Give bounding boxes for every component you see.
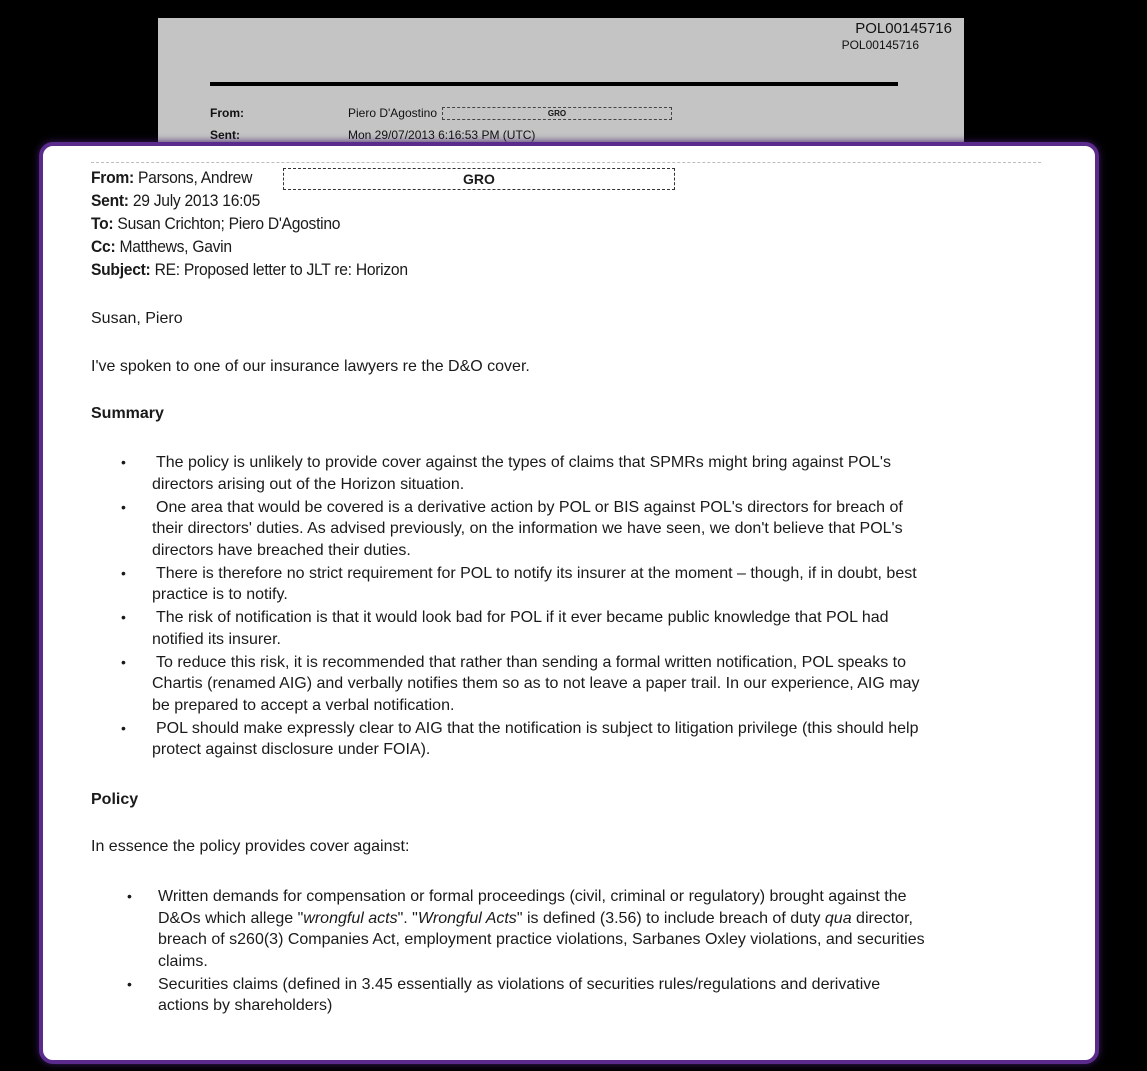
to-line bbox=[91, 214, 340, 234]
bullet-dot: • bbox=[121, 564, 126, 581]
bullet-dot: • bbox=[121, 653, 126, 670]
from-label: From: bbox=[91, 168, 134, 187]
bg-redaction-box: GRO bbox=[442, 107, 672, 120]
italic-term: wrongful acts bbox=[303, 909, 398, 927]
summary-bullet-line: The policy is unlikely to provide cover against the types of claims that SPMRs might bring against POL's bbox=[156, 454, 891, 471]
policy-bullet-list bbox=[43, 886, 925, 1018]
summary-bullet-line: The risk of notification is that it would look bad for POL if it ever became public knowledge that POL had bbox=[156, 609, 889, 626]
bullet-dot: • bbox=[121, 719, 126, 736]
cc-line bbox=[91, 237, 232, 257]
bullet-dot: • bbox=[127, 888, 132, 904]
summary-bullet-line: Chartis (renamed AIG) and verbally notifies them so as to not leave a paper trail. In our experience, AIG may bbox=[152, 675, 920, 692]
bg-sent-label: Sent: bbox=[210, 128, 240, 142]
sent-label: Sent: bbox=[91, 191, 129, 210]
sent-value: 29 July 2013 16:05 bbox=[132, 191, 261, 210]
subject-line bbox=[91, 260, 408, 280]
subject-label: Subject: bbox=[91, 260, 151, 279]
from-value: Parsons, Andrew bbox=[138, 168, 253, 187]
list-item bbox=[43, 718, 919, 761]
summary-bullet-line: POL should make expressly clear to AIG that the notification is subject to litigation privilege (this should help bbox=[156, 719, 919, 737]
summary-bullet-list bbox=[43, 452, 920, 762]
policy-bullet-1-line-1: Written demands for compensation or formal proceedings (civil, criminal or regulatory) brought against the bbox=[158, 888, 907, 905]
cc-label: Cc: bbox=[91, 237, 116, 256]
italic-term: qua bbox=[824, 909, 852, 927]
summary-bullet-line: One area that would be covered is a derivative action by POL or BIS against POL's directors for breach of bbox=[156, 498, 903, 516]
text-segment: D&Os which allege " bbox=[158, 909, 304, 927]
to-value: Susan Crichton; Piero D'Agostino bbox=[117, 214, 341, 233]
bullet-dot: • bbox=[121, 609, 126, 625]
subject-value: RE: Proposed letter to JLT re: Horizon bbox=[154, 260, 408, 279]
summary-bullet-line: directors arising out of the Horizon situation. bbox=[152, 475, 465, 493]
doc-id-large: POL00145716 bbox=[855, 20, 952, 37]
text-segment: " is defined (3.56) to include breach of duty bbox=[516, 909, 825, 927]
summary-heading: Summary bbox=[91, 405, 164, 422]
summary-bullet-line: There is therefore no strict requirement for POL to notify its insurer at the moment – though, if in doubt, best bbox=[156, 564, 917, 582]
list-item bbox=[43, 652, 920, 717]
list-item bbox=[43, 452, 891, 495]
top-divider bbox=[91, 162, 1041, 163]
policy-bullet-2-line-2: actions by shareholders) bbox=[158, 997, 333, 1014]
intro-paragraph: I've spoken to one of our insurance lawyers re the D&O cover. bbox=[91, 358, 530, 375]
header-rule bbox=[210, 82, 898, 86]
sent-line bbox=[91, 191, 260, 211]
bullet-dot: • bbox=[127, 975, 132, 992]
background-document bbox=[158, 18, 964, 158]
summary-bullet-line: practice is to notify. bbox=[152, 586, 288, 603]
bullet-dot: • bbox=[121, 454, 126, 470]
list-item bbox=[43, 974, 881, 1017]
from-line bbox=[91, 168, 252, 188]
redaction-box: GRO bbox=[283, 168, 675, 190]
summary-bullet-line: notified its insurer. bbox=[152, 630, 281, 648]
to-label: To: bbox=[91, 214, 114, 233]
summary-bullet-line: their directors' duties. As advised previously, on the information we have seen, we don't believe that POL's bbox=[152, 520, 903, 537]
list-item bbox=[43, 563, 917, 606]
policy-heading: Policy bbox=[91, 791, 139, 808]
summary-bullet-line: protect against disclosure under FOIA). bbox=[152, 741, 431, 758]
email-card bbox=[39, 142, 1099, 1064]
text-segment: director, bbox=[851, 909, 913, 927]
summary-bullet-line: be prepared to accept a verbal notification. bbox=[152, 696, 455, 714]
bg-from-value: Piero D'Agostino bbox=[348, 106, 438, 120]
policy-bullet-1-line-3: breach of s260(3) Companies Act, employment practice violations, Sarbanes Oxley violations, and securities bbox=[158, 931, 925, 948]
bullet-dot: • bbox=[121, 498, 126, 515]
greeting: Susan, Piero bbox=[91, 310, 183, 327]
text-segment: ". " bbox=[397, 909, 418, 927]
doc-id-small: POL00145716 bbox=[841, 38, 919, 52]
bg-from-label: From: bbox=[210, 106, 244, 120]
list-item bbox=[43, 886, 925, 972]
italic-term: Wrongful Acts bbox=[417, 909, 517, 927]
policy-bullet-2-line-1: Securities claims (defined in 3.45 essentially as violations of securities rules/regulations and derivative bbox=[158, 975, 881, 993]
summary-bullet-line: To reduce this risk, it is recommended that rather than sending a formal written notification, POL speaks to bbox=[156, 653, 906, 671]
list-item bbox=[43, 497, 903, 562]
summary-bullet-line: directors have breached their duties. bbox=[152, 541, 411, 559]
list-item bbox=[43, 607, 889, 650]
cc-value: Matthews, Gavin bbox=[119, 237, 232, 256]
policy-intro: In essence the policy provides cover against: bbox=[91, 838, 410, 855]
policy-bullet-1-line-2 bbox=[158, 908, 925, 930]
bg-sent-value: Mon 29/07/2013 6:16:53 PM (UTC) bbox=[348, 128, 536, 142]
policy-bullet-1-line-4: claims. bbox=[158, 952, 208, 970]
